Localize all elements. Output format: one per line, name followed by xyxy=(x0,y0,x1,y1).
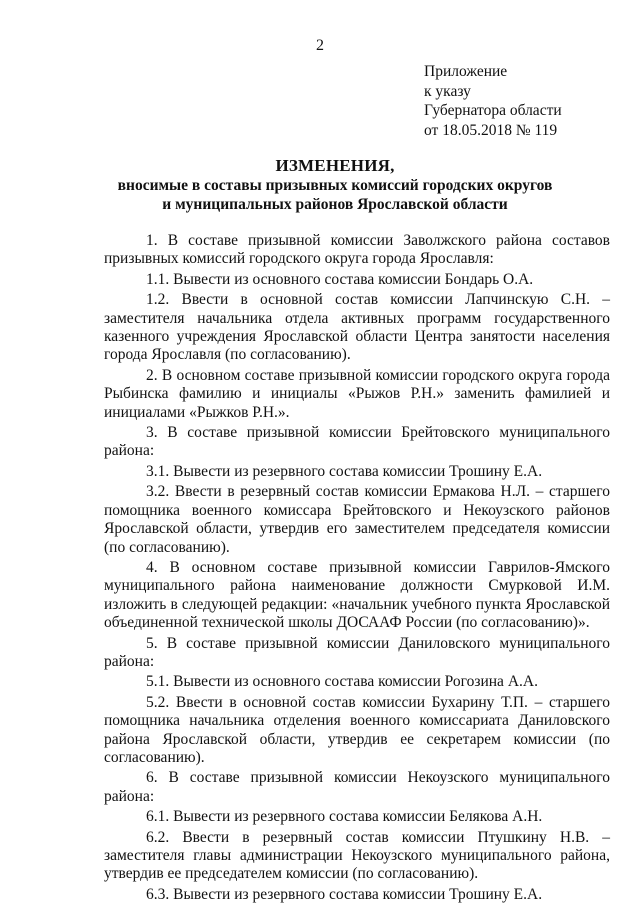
heading-subtitle-line: вносимые в составы призывных комиссий городских округов xyxy=(117,177,553,194)
paragraph: 1. В составе призывной комиссии Заволжского района составов призывных комиссий городского округа города Ярославля: xyxy=(104,232,610,268)
paragraph: 5.1. Вывести из основного состава комиссии Рогозина А.А. xyxy=(146,673,538,691)
paragraph: 3.2. Ввести в резервный состав комиссии Ермакова Н.Л. – старшего помощника военного комиссара Брейтовского и Некоузского районов Ярославской области, утвердив его заместителем председателя комиссии (по согласованию). xyxy=(104,483,610,556)
appendix-line: Приложение xyxy=(424,63,508,80)
paragraph: 1.2. Ввести в основной состав комиссии Лапчинскую С.Н. – заместителя начальника отдела активных программ государственного казенного учреждения Ярославской области Центра занятости населения города Ярославля (по согласованию). xyxy=(104,291,610,364)
page-number: 2 xyxy=(316,37,324,54)
appendix-line: от 18.05.2018 № 119 xyxy=(424,121,558,139)
paragraph: 6. В составе призывной комиссии Некоузского муниципального района: xyxy=(104,769,610,805)
paragraph: 6.3. Вывести из резервного состава комиссии Трошину Е.А. xyxy=(146,885,543,903)
document-heading xyxy=(40,156,630,214)
heading-title: ИЗМЕНЕНИЯ, xyxy=(275,156,395,175)
paragraph: 6.2. Ввести в резервный состав комиссии Птушкину Н.В. – заместителя главы администрации Некоузского муниципального района, утвердив ее председателем комиссии (по согласованию). xyxy=(104,828,610,883)
paragraph: 1.1. Вывести из основного состава комиссии Бондарь О.А. xyxy=(146,270,534,288)
paragraph: 4. В основном составе призывной комиссии Гаврилов-Ямского муниципального района наименование должности Смурковой И.М. изложить в следующей редакции: «начальник учебного пункта Ярославской объединенной технической школы ДОСААФ России (по согласованию)». xyxy=(104,558,610,632)
paragraph: 3.1. Вывести из резервного состава комиссии Трошину Е.А. xyxy=(146,462,543,480)
paragraph: 5. В составе призывной комиссии Даниловского муниципального района: xyxy=(104,634,610,670)
appendix-block xyxy=(424,62,562,140)
paragraph: 6.1. Вывести из резервного состава комиссии Белякова А.Н. xyxy=(146,808,543,826)
appendix-line: к указу xyxy=(424,82,471,100)
heading-subtitle-line: и муниципальных районов Ярославской области xyxy=(162,196,508,213)
paragraph: 3. В составе призывной комиссии Брейтовского муниципального района: xyxy=(104,424,610,460)
paragraph: 5.2. Ввести в основной состав комиссии Бухарину Т.П. – старшего помощника начальника отделения военного комиссариата Даниловского района Ярославской области, утвердив ее секретарем комиссии (по согласованию). xyxy=(104,693,610,766)
document-body xyxy=(104,232,610,906)
appendix-line: Губернатора области xyxy=(424,102,562,119)
paragraph: 2. В основном составе призывной комиссии городского округа города Рыбинска фамилию и инициалы «Рыжов Р.Н.» заменить фамилией и инициалами «Рыжков Р.Н.». xyxy=(104,366,610,421)
